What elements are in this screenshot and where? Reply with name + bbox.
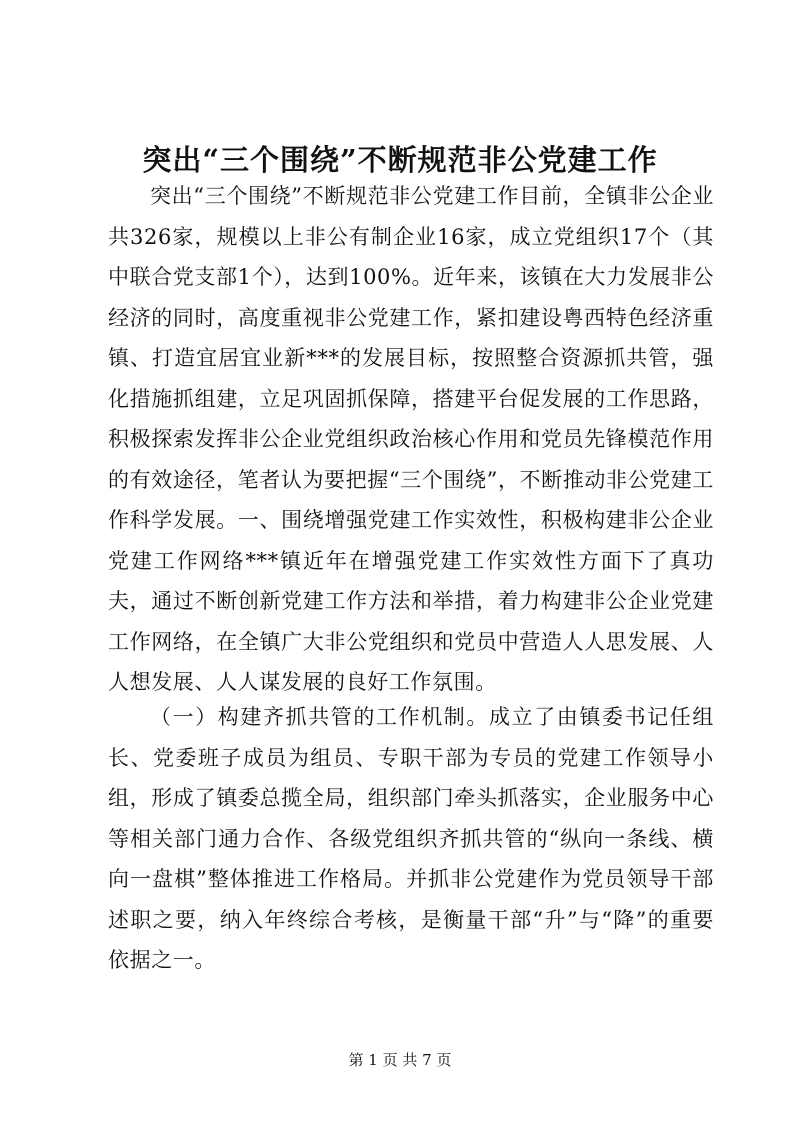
paragraph-intro: 突出“三个围绕”不断规范非公党建工作目前，全镇非公企业共326家，规模以上非公有制企业16家，成立党组织17个（其中联合党支部1个），达到100%。近年来，该镇在大力发展非公经济的同时，高度重视非公党建工作，紧扣建设粤西特色经济重镇、打造宜居宜业新***的发展目标，按照整合资源抓共管，强化措施抓组建，立足巩固抓保障，搭建平台促发展的工作思路，积极探索发挥非公企业党组织政治核心作用和党员先锋模范作用的有效途径，笔者认为要把握“三个围绕”，不断推动非公党建工作科学发展。一、围绕增强党建工作实效性，积极构建非公企业党建工作网络***镇近年在增强党建工作实效性方面下了真功夫，通过不断创新党建工作方法和举措，着力构建非公企业党建工作网络，在全镇广大非公党组织和党员中营造人人思发展、人人想发展、人人谋发展的良好工作氛围。 <box>108 184 714 694</box>
document-title: 突出“三个围绕”不断规范非公党建工作 <box>142 143 658 177</box>
page-footer: 第 1 页 共 7 页 <box>348 1051 452 1069</box>
paragraph-mechanism: （一）构建齐抓共管的工作机制。成立了由镇委书记任组长、党委班子成员为组员、专职干部为专员的党建工作领导小组，形成了镇委总揽全局，组织部门牵头抓落实，企业服务中心等相关部门通力合作、各级党组织齐抓共管的“纵向一条线、横向一盘棋”整体推进工作格局。并抓非公党建作为党员领导干部述职之要，纳入年终综合考核，是衡量干部“升”与“降”的重要依据之一。 <box>108 705 714 972</box>
